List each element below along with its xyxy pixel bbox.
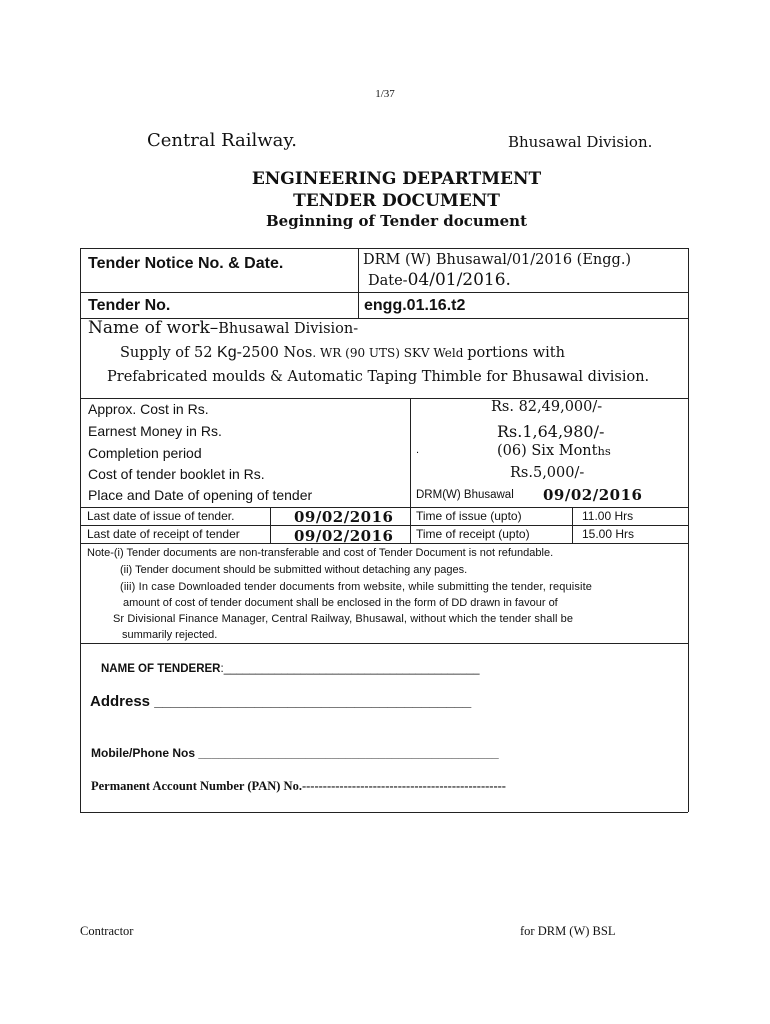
- work-line-2: [120, 344, 565, 362]
- tenderer-name-field[interactable]: [101, 663, 480, 675]
- receipt-time: 15.00 Hrs: [582, 527, 635, 541]
- note-3d: summarily rejected.: [122, 629, 218, 641]
- issue-time-label: Time of issue (upto): [416, 509, 522, 523]
- issue-time: 11.00 Hrs: [582, 509, 634, 523]
- tender-notice-date: [368, 270, 511, 290]
- note-2: (ii) Tender document should be submitted without detaching any pages.: [120, 564, 468, 576]
- tender-no-value: engg.01.16.t2: [364, 297, 466, 314]
- opening-date: 09/02/2016: [543, 486, 643, 504]
- note-1: Note-(i) Tender documents are non-transferable and cost of Tender Document is not refundable.: [87, 547, 554, 559]
- cost-value: Rs. 82,49,000/-: [491, 399, 603, 415]
- work-name: [88, 318, 358, 338]
- work-line2-c: 2500 Nos: [241, 345, 313, 361]
- completion-dot: .: [416, 444, 420, 456]
- document-title: TENDER DOCUMENT: [293, 191, 500, 211]
- issue-date: 09/02/2016: [294, 508, 394, 526]
- emd-label: Earnest Money in Rs.: [88, 423, 222, 439]
- work-line2-a: Supply of 52: [120, 345, 218, 361]
- note-3: (iii) In case Downloaded tender documents from website, while submitting the tender, requisite: [120, 581, 593, 593]
- work-line-3: Prefabricated moulds & Automatic Taping Thimble for Bhusawal division.: [107, 369, 650, 385]
- booklet-label: Cost of tender booklet in Rs.: [88, 466, 265, 482]
- pan-line: -------------------------------------------------: [301, 779, 506, 793]
- receipt-time-label: Time of receipt (upto): [416, 527, 530, 541]
- tenderer-name-label: NAME OF TENDERER: [101, 663, 221, 675]
- footer-signatory: for DRM (W) BSL: [520, 924, 616, 938]
- work-line2-e: portions with: [467, 345, 565, 361]
- work-line2-b: Kg-: [217, 344, 242, 361]
- document-subtitle: Beginning of Tender document: [265, 212, 528, 230]
- issue-label: Last date of issue of tender.: [87, 509, 235, 523]
- mobile-line: _____________________________________________: [195, 746, 499, 760]
- completion-value-b: hs: [597, 444, 611, 458]
- work-division: Bhusawal Division-: [218, 321, 359, 337]
- completion-value: [497, 443, 611, 459]
- booklet-value: Rs.5,000/-: [510, 465, 585, 481]
- mobile-label: Mobile/Phone Nos: [91, 746, 196, 760]
- address-label: Address: [90, 693, 151, 710]
- pan-label: Permanent Account Number (PAN) No.: [91, 779, 302, 793]
- opening-place: DRM(W) Bhusawal: [416, 489, 514, 501]
- receipt-label: Last date of receipt of tender: [87, 527, 240, 541]
- work-label: Name of work: [88, 318, 210, 338]
- tenderer-name-sep: :: [220, 663, 224, 675]
- org-right: Bhusawal Division.: [508, 133, 653, 151]
- tender-notice-value: DRM (W) Bhusawal/01/2016 (Engg.): [363, 252, 632, 268]
- department-heading: ENGINEERING DEPARTMENT: [251, 169, 542, 189]
- page-number: 1/37: [375, 88, 395, 100]
- mobile-field[interactable]: [91, 746, 499, 760]
- emd-value: Rs.1,64,980/-: [497, 422, 605, 441]
- completion-value-a: (06) Six Mont: [497, 443, 598, 459]
- completion-label: Completion period: [88, 445, 202, 461]
- receipt-date: 09/02/2016: [294, 527, 394, 545]
- work-line2-d: . WR (90 UTS) SKV Weld: [312, 346, 468, 360]
- tender-notice-label: Tender Notice No. & Date.: [88, 255, 284, 272]
- tender-no-label: Tender No.: [88, 297, 171, 314]
- tender-notice-date-value: 04/01/2016.: [407, 270, 511, 290]
- tender-notice-date-prefix: Date-: [368, 273, 408, 289]
- note-3b: amount of cost of tender document shall be enclosed in the form of DD drawn in favour of: [123, 597, 558, 609]
- opening-label: Place and Date of opening of tender: [88, 487, 313, 503]
- org-left: Central Railway.: [147, 130, 297, 151]
- work-dash: –: [209, 318, 219, 338]
- tenderer-name-line: ________________________________________: [223, 663, 480, 675]
- note-3c: Sr Divisional Finance Manager, Central Railway, Bhusawal, without which the tender shall be: [113, 613, 574, 625]
- address-line: ______________________________________: [150, 693, 472, 710]
- address-field[interactable]: [90, 693, 471, 710]
- pan-field[interactable]: [91, 779, 506, 794]
- cost-label: Approx. Cost in Rs.: [88, 401, 209, 417]
- footer-contractor: Contractor: [80, 924, 134, 938]
